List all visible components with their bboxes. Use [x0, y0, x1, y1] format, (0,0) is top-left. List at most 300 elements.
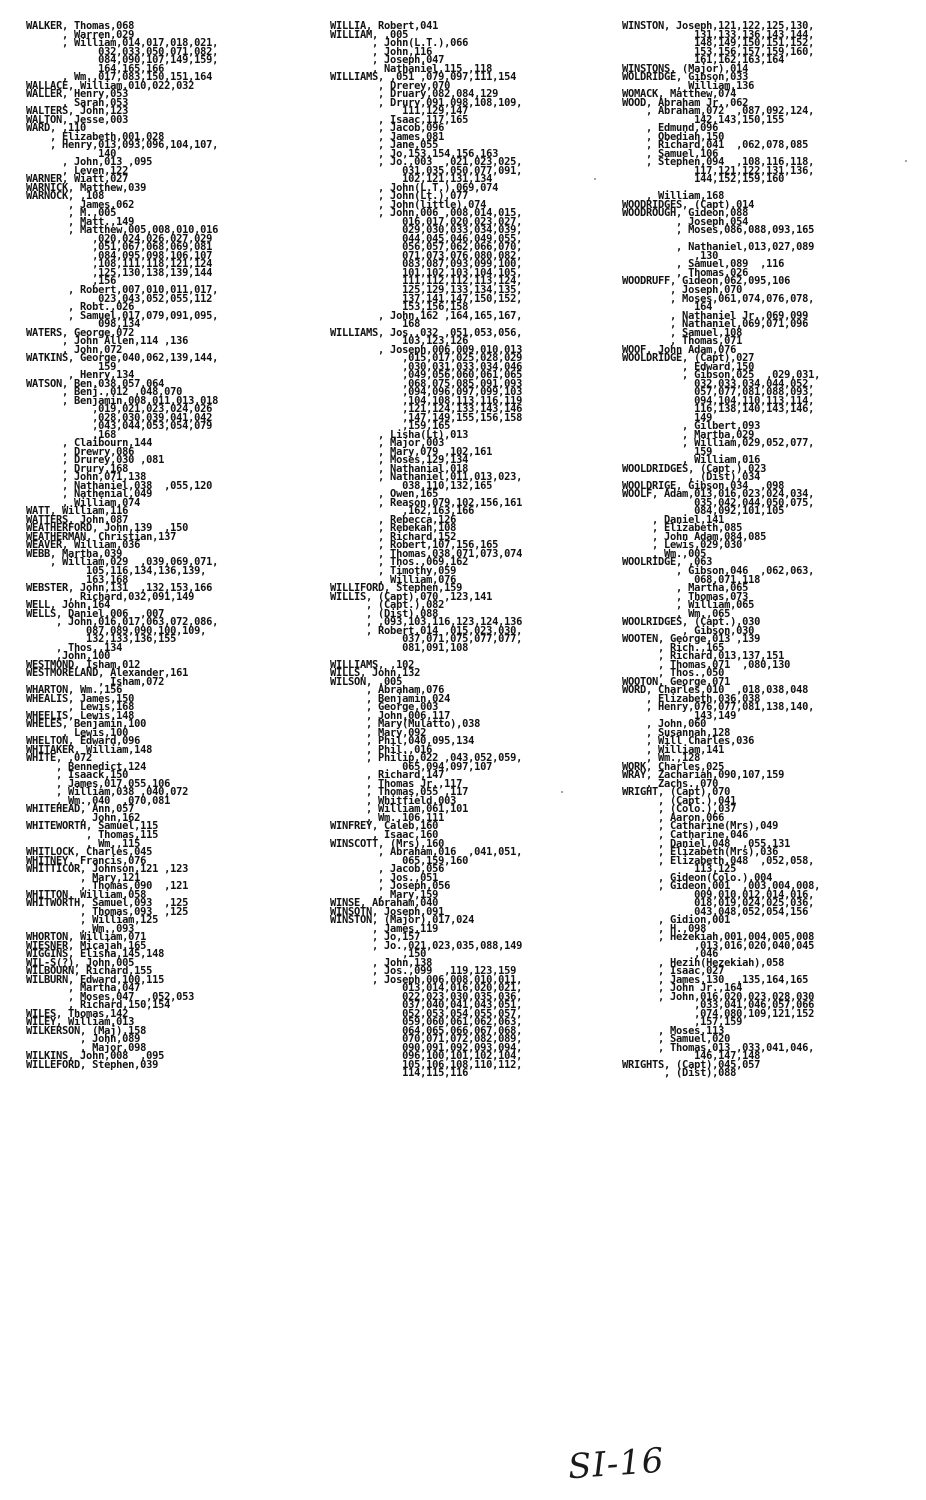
index-entry-line: ,150 [330, 948, 427, 961]
index-entry-line: WEATHERMAN, Christian,137 [26, 530, 177, 543]
index-entry-line: 142,143,150,155 [622, 113, 785, 126]
index-entry-line: WARNOCK, ,108 [26, 190, 105, 203]
index-entry-line: , Mary,121 [26, 871, 141, 884]
index-entry-line: , Rich.,165 [622, 641, 725, 654]
index-entry-line: WHITTON, William,058 [26, 888, 147, 901]
index-entry-line: WHITAKER, William,148 [26, 743, 153, 756]
index-entry-line: , Joseph,056 [330, 880, 451, 893]
index-entry-line: WILLIFORD, Stephen,159 [330, 582, 463, 595]
index-entry-line: , Philip,022 ,043,052,059, [330, 752, 523, 765]
index-entry-line: ,156 [26, 275, 117, 288]
index-entry-line: , Wm.,115 [26, 837, 141, 850]
index-entry-line: , Joseph,006,008,010,011, [330, 973, 523, 986]
index-entry-line: , Hezekiah,001,004,005,008 [622, 931, 815, 944]
index-entry-line: WINSTON, Joseph,121,122,125,130, [622, 20, 815, 32]
index-entry-line: , John,138 [330, 956, 433, 969]
index-entry-line: 037,071,075,077,077, [330, 633, 523, 646]
index-entry-line: , Lewis,029,030 [622, 539, 743, 552]
index-entry-line: , John,013 ,095 [26, 156, 153, 169]
index-entry-line: 132,133,136,155 [26, 633, 177, 646]
index-entry-line: ,147,149,155,156,158 [330, 411, 523, 424]
index-entry-line: , Thomas,073 [622, 590, 749, 603]
index-entry-line: WHARTON, Wm.,156 [26, 684, 123, 697]
index-entry-line: WOOLRIDGE, ,063 [622, 556, 713, 569]
index-entry-line: , Robt.,026 [26, 301, 135, 314]
index-entry-line: , Isham,072 [26, 675, 165, 688]
index-entry-line: ,125,130,138,139,144 [26, 266, 213, 279]
index-entry-line: , Bennedict,124 [26, 760, 147, 773]
index-entry-line: WORD, Charles,010 ,018,038,048 [622, 684, 809, 697]
index-entry-line: 117,121,122,131,136, [622, 164, 815, 177]
index-entry-line: WEAVER, William,036 [26, 539, 141, 552]
index-entry-line: 083,087,093,099,100, [330, 258, 523, 271]
index-entry-line: , Henry,013,093,096,104,107, [26, 139, 219, 152]
index-entry-line: , William,014,017,018,021, [26, 37, 219, 50]
index-entry-line: 153,156,157,159,160, [622, 45, 815, 58]
index-entry-line: , Isaac,160 [330, 828, 439, 841]
index-entry-line: , M.,005 [26, 207, 117, 220]
index-entry-line: , Edward,150 [622, 360, 755, 373]
index-entry-line: WOLDRIDGE, Gibson,033 [622, 71, 749, 84]
index-entry-line: 056,057,062,066,070, [330, 241, 523, 254]
index-entry-line: , Robert,107,156,165 [330, 539, 499, 552]
index-entry-line: 096,100,101,102,104, [330, 1050, 523, 1063]
index-entry-line: 035,042,044,050,075, [622, 496, 815, 509]
index-entry-line: , Timothy,059 [330, 565, 457, 577]
index-entry-line: 148,149,150,151,152, [622, 37, 815, 50]
index-entry-line: 131,133,136,143,144, [622, 28, 815, 41]
index-entry-line: ,084,095,098,106,107 [26, 249, 213, 262]
index-entry-line: 016,017,020,023,027, [330, 215, 523, 228]
index-entry-line: 084,090,107,149,159, [26, 54, 219, 67]
index-entry-line: WOOF, John Adam,076 [622, 343, 737, 356]
index-entry-line: , Nathaniel Jr.,069,099 [622, 309, 809, 322]
index-entry-line: 038,110,132,165 [330, 479, 493, 492]
index-entry-line: WOODRIDGES, (Capt),014 [622, 198, 755, 211]
index-entry-line: WILLEFORD, Stephen,039 [26, 1058, 159, 1071]
index-entry-line: , Reason,079,102,156,161 [330, 496, 523, 509]
index-entry-line: , Jacob,056 [330, 863, 445, 876]
index-entry-line: 164,165,166 [26, 62, 165, 75]
index-entry-line: , Thomas,071 [622, 335, 743, 348]
index-entry-line: , John,089 [26, 1033, 141, 1046]
index-entry-line: , Jos.,051 [330, 871, 439, 884]
index-entry-line: 032,033,034,044,052, [622, 377, 815, 390]
index-entry-line: , Mary,079 ,102,161 [330, 445, 493, 458]
index-entry-line: ,159,165 [330, 420, 451, 433]
scan-speck [594, 178, 596, 180]
index-entry-line: , William,125 [26, 914, 159, 927]
index-entry-line: , Samuel,089 ,116 [622, 258, 785, 271]
index-entry-line: 103,123,126 [330, 335, 469, 348]
index-entry-line: , Hezih(Hezekiah),058 [622, 956, 785, 969]
index-entry-line: WHITEHEAD, Ann,057 [26, 803, 135, 816]
index-entry-line: , Mary(Mulatto),038 [330, 718, 481, 731]
index-entry-line: ,074,080,109,121,152 [622, 1007, 815, 1020]
index-entry-line: WINSCOTT, (Mrs),160 [330, 837, 445, 850]
index-entry-line: 140 [26, 147, 117, 160]
index-entry-line: , Thomas,071 ,080,130 [622, 658, 791, 671]
index-entry-line: , (Colo.),037 [622, 803, 737, 816]
index-entry-line: , Wm.,106,111 [330, 811, 445, 824]
index-entry-line: , Richard,150,154 [26, 999, 171, 1012]
index-entry-line: WORK, Charles,025 [622, 760, 725, 773]
index-entry-line: , James,017,055,106 [26, 777, 171, 790]
index-entry-line: , Nathenial,049 [26, 488, 153, 501]
index-entry-line: , Wm.,065 [622, 607, 731, 620]
index-entry-line: , Thomas,090 ,121 [26, 880, 189, 893]
index-entry-line: , Major,003 [330, 437, 445, 450]
index-entry-line: , Joseph,070 [622, 283, 743, 296]
index-entry-line: ,019,021,023,024,026 [26, 403, 213, 416]
index-entry-line: , Robert,007,010,011,017, [26, 283, 219, 296]
index-entry-line: 159 [622, 445, 713, 458]
index-entry-line: 164 [622, 301, 713, 314]
index-entry-line: WALTERS, John,123 [26, 105, 129, 118]
index-entry-line: 032,033,050,071,082, [26, 45, 219, 58]
index-entry-line: , Rebekah,108 [330, 522, 457, 535]
index-column-2 [330, 22, 630, 1078]
index-entry-line: , William,061,101 [330, 803, 469, 816]
index-entry-line: , Thos.,050 [622, 667, 725, 680]
index-entry-line: ,John,100 [26, 650, 111, 663]
index-entry-line: ,030,031,033,034,046 [330, 360, 523, 373]
index-entry-line: , Mary,159 [330, 888, 439, 901]
index-entry-line: , Nathaniel,011,013,023, [330, 471, 523, 484]
index-entry-line: , William,029 ,039,069,071, [26, 556, 219, 569]
index-entry-line: , John(L.T.),069,074 [330, 181, 499, 194]
index-entry-line: WILLIAMS, ,102 [330, 658, 415, 671]
index-entry-line: 037,040,041,043,051, [330, 999, 523, 1012]
index-entry-line: , (Dist),034 [622, 471, 761, 484]
index-entry-line: WINSTONS, (Major),014 [622, 62, 749, 75]
index-entry-line: WILLIAMS, Jos.,032 ,051,053,056, [330, 326, 523, 339]
index-entry-line: WRIGHT, (Capt),070 [622, 786, 731, 799]
index-entry-line: WALLACE, William,010,022,032 [26, 79, 195, 92]
index-entry-line: WRIGHTS, (Capt),045,057 [622, 1058, 761, 1071]
index-entry-line: , John Jr.,164 [622, 982, 743, 995]
index-entry-line: WILES, Thomas,142 [26, 1007, 129, 1020]
index-entry-line: , Elizabeth(Mrs),036 [622, 846, 779, 859]
index-entry-line: , Gideon(Colo.),004 [622, 871, 773, 884]
index-entry-line: WINFREY, Caleb,160 [330, 820, 439, 833]
index-entry-line: WOOLDRIDGES, (Capt.),023 [622, 462, 767, 475]
index-entry-line: , (Capt.),041 [622, 794, 737, 807]
index-entry-line: , Jo,153,154,156,163 [330, 147, 499, 160]
index-entry-line: , Mary,092 [330, 726, 427, 739]
index-entry-line: , Richard,152 [330, 530, 457, 543]
index-entry-line: , Benjamin,024 [330, 692, 451, 705]
index-entry-line: , Druary,082,084,129 [330, 88, 499, 101]
index-entry-line: , Jo,157 [330, 931, 421, 944]
index-entry-line: 065,094,097,107 [330, 760, 493, 773]
index-entry-line: , William,141 [622, 743, 725, 756]
index-entry-line: , John,060 [622, 718, 707, 731]
index-entry-line: 113,125 [622, 863, 737, 876]
index-entry-line: ,013,016,020,040,045 [622, 939, 815, 952]
handwritten-page-number: SI-16 [566, 1440, 666, 1488]
index-entry-line: , Drewry,086 [26, 445, 135, 458]
index-entry-line: , Martha,029 [622, 428, 755, 441]
index-entry-line: WILLIAMS, ,051 ,079,097,111,154 [330, 71, 517, 84]
index-entry-line: WATSON, Ben,038,057,064 [26, 377, 165, 390]
index-entry-line: , Jo.,021,023,035,088,149 [330, 939, 523, 952]
index-entry-line: 105,106,108,110,112, [330, 1058, 523, 1071]
index-entry-line: , James,130 ,135,164,165 [622, 973, 809, 986]
index-entry-line: , Robert,014 ,015,023,030, [330, 624, 523, 637]
index-entry-line: , John Adam,084,085 [622, 530, 767, 543]
index-entry-line: , Elizabeth,085 [622, 522, 743, 535]
index-entry-line: , Thomas,115 [26, 828, 159, 841]
index-entry-line: 013,014,016,020,021, [330, 982, 523, 995]
index-entry-line: , Richard,032,091,149 [26, 590, 195, 603]
index-entry-line: , Moses,061,074,076,078, [622, 292, 815, 305]
index-entry-line: 023,043,052,055,112 [26, 292, 213, 305]
index-entry-line: WHITEWORTH, Samuel,115 [26, 820, 159, 833]
index-entry-line: , John,072 [26, 343, 123, 356]
index-entry-line: WILLS, John,132 [330, 667, 421, 680]
index-entry-line: ,020,024,026,027,029 [26, 232, 213, 245]
index-entry-line: WRAY, Zachariah,090,107,159 [622, 769, 785, 782]
index-entry-line: ,130 [622, 249, 719, 262]
index-entry-line: , H.,098 [622, 922, 707, 935]
index-entry-line: , William,168 [622, 190, 725, 203]
index-entry-line: , Gibson,030 [622, 624, 755, 637]
index-entry-line: , John,016,017,063,072,086, [26, 616, 219, 629]
index-entry-line: 153,156,158 [330, 301, 469, 314]
index-entry-line: 009,010,012,014,016, [622, 888, 815, 901]
index-entry-line: WHEELIS, Lewis,148 [26, 709, 135, 722]
index-entry-line: , William,016 [622, 454, 761, 467]
index-entry-line: WINSTON, (Major),017,024 [330, 914, 475, 927]
index-entry-line: , Jo.,003 ,021,023,025, [330, 156, 523, 169]
index-entry-line: , Nathaniel,069,071,096 [622, 318, 809, 331]
index-entry-line: WINSE, Abraham,040 [330, 897, 439, 910]
index-entry-line: WELLS, Daniel,006 ,007 [26, 607, 165, 620]
index-entry-line: WESTMORELAND, Alexander,161 [26, 667, 189, 680]
index-entry-line: , Thomas,013 ,033,041,046, [622, 1041, 815, 1054]
index-entry-line: , (Dist),088 [330, 607, 439, 620]
index-entry-line: , Zachs.,070 [622, 777, 719, 790]
index-entry-line: , John,162 [26, 811, 141, 824]
index-entry-line: , Richard,041 ,062,078,085 [622, 139, 809, 152]
index-entry-line: 087,089,090,100,109, [26, 624, 207, 637]
index-entry-line: 101,102,103,104,105, [330, 266, 523, 279]
index-entry-line: , Thomas,038,071,073,074 [330, 547, 523, 560]
index-entry-line: , Rebecca,126 [330, 513, 457, 526]
index-entry-line: , ,093,103,116,123,124,136 [330, 616, 523, 629]
index-entry-line: WINSOTN, Joseph,091 [330, 905, 445, 918]
scan-speck [561, 791, 563, 793]
index-entry-line: ,015,017,025,028,029 [330, 352, 523, 365]
index-entry-line: 031,035,050,077,091, [330, 164, 523, 177]
index-entry-line: 018,019,024,025,036, [622, 897, 815, 910]
index-entry-line: , Elizabeth,048 ,052,058, [622, 854, 815, 867]
index-entry-line: , Joseph,054 [622, 215, 749, 228]
index-entry-line: 143,149 [622, 709, 737, 722]
index-entry-line: 114,115,116 [330, 1067, 469, 1080]
index-entry-line: , Abraham,076 [330, 684, 445, 697]
index-entry-line: , Moses,113 [622, 1024, 725, 1037]
index-entry-line: , Gidion,001 [622, 914, 731, 927]
index-entry-line: , Joseph,047 [330, 54, 445, 67]
index-entry-line: 116,138,140,143,146, [622, 403, 815, 416]
index-entry-line: ,049,056,060,061,065 [330, 369, 523, 382]
index-entry-line: WELL, John,164 [26, 599, 111, 612]
index-entry-line: , James,062 [26, 198, 135, 211]
index-entry-line: , Samuel,020 [622, 1033, 731, 1046]
index-entry-line: , Lisha(Lt),013 [330, 428, 469, 441]
index-entry-line: , Moses,047 ,052,053 [26, 990, 195, 1003]
index-entry-line: , Martha,065 [622, 582, 749, 595]
index-entry-line: , Nathaniel,115 ,118 [330, 62, 493, 75]
index-entry-line: , Owen,165 [330, 488, 439, 501]
index-entry-line: 098,134 [26, 318, 141, 331]
index-entry-line: WOMACK, Matthew,074 [622, 88, 737, 101]
index-entry-line: , Moses,086,088,093,165 [622, 224, 815, 237]
index-entry-line: , John(little),074 [330, 198, 487, 211]
index-entry-line: WOOTON, George,071 [622, 675, 731, 688]
index-entry-line: , James,119 [330, 922, 439, 935]
index-entry-line: , Abraham,016 ,041,051, [330, 846, 523, 859]
index-entry-line: , William,136 [622, 79, 755, 92]
index-entry-line: 070,071,072,082,089, [330, 1033, 523, 1046]
index-entry-line: , Jane,055 [330, 139, 439, 152]
index-entry-line: WOODRUFF, Gideon,062,095,106 [622, 275, 791, 288]
index-entry-line: , Samuel,017,079,091,095, [26, 309, 219, 322]
index-entry-line: WARNER, Wiatt,027 [26, 173, 129, 186]
index-entry-line: , George,003 [330, 701, 439, 714]
index-entry-line: , Wm.,128 [622, 752, 701, 765]
index-entry-line: , Gibson,046 ,062,063, [622, 565, 815, 577]
index-entry-line: , (Capt.),082 [330, 599, 445, 612]
index-entry-line: , Isaack,150 [26, 769, 129, 782]
index-entry-line: 084,092,101,105 [622, 505, 785, 518]
index-entry-line: WARNICK, Matthew,039 [26, 181, 147, 194]
index-entry-line: ,162,163,166 [330, 505, 475, 518]
index-entry-line: ,028,030,039,041,042 [26, 411, 213, 424]
index-entry-line: , William,074 [26, 496, 141, 509]
index-entry-line: , Catharine(Mrs),049 [622, 820, 779, 833]
index-entry-line: ,121,124,133,143,146 [330, 403, 523, 416]
index-entry-line: 043,048,052,054,156 [622, 905, 809, 918]
index-entry-line: 149 [622, 411, 713, 424]
index-entry-line: ,108,111,118,121,124 [26, 258, 213, 271]
index-entry-line: , Drurey,030 ,081 [26, 454, 165, 467]
index-entry-line: 163,168 [26, 573, 129, 586]
index-entry-line: WOOLRIDGES, (Capt.),030 [622, 616, 761, 629]
index-entry-line: , Will Charles,036 [622, 735, 755, 748]
index-entry-line: , John,116 [330, 45, 433, 58]
index-entry-line: WOOD, Abraham Jr.,062 [622, 96, 749, 109]
index-entry-line: , Susannah,128 [622, 726, 731, 739]
index-entry-line: WOODROUGH, Gideon,088 [622, 207, 749, 220]
index-entry-line: WATT, William,116 [26, 505, 129, 518]
index-column-3 [622, 22, 922, 1078]
index-entry-line: WILKERSON, (Maj),158 [26, 1024, 147, 1037]
index-entry-line: WATERS, George,072 [26, 326, 135, 339]
index-entry-line: , Sarah,053 [26, 96, 129, 109]
index-entry-line: , Wm.,017,083,150,151,164 [26, 71, 213, 84]
index-entry-line: , Thos.,134 [26, 641, 123, 654]
index-entry-line: , Lewis,168 [26, 701, 135, 714]
index-entry-line: , Elizabeth,001,028 [26, 130, 165, 143]
index-entry-line: 052,053,054,055,057, [330, 1007, 523, 1020]
index-entry-line: WATKINS, George,040,062,139,144, [26, 352, 219, 365]
index-entry-line: , Thomas Jr.,117 [330, 777, 463, 790]
index-entry-line: , Thomas,093 ,125 [26, 905, 189, 918]
index-entry-line: 111,112,112,113,124, [330, 275, 523, 288]
index-entry-line: , John(Lt.),077 [330, 190, 469, 203]
index-entry-line: , Jos.,099 ,119,123,159 [330, 965, 517, 978]
index-entry-line: , Nathanial,018 [330, 462, 469, 475]
index-entry-line: WALKER, Thomas,068 [26, 20, 135, 32]
index-entry-line: WEBSTER, John,131 ,132,153,166 [26, 582, 213, 595]
index-entry-line: 068,071,118 [622, 573, 761, 586]
index-entry-line: , Thos.,069,162 [330, 556, 469, 569]
index-entry-line: , Elizabeth,036,038 [622, 692, 761, 705]
index-entry-line: , Drury,091,098,108,109, [330, 96, 523, 109]
index-entry-line: , Phil.,016 [330, 743, 433, 756]
index-entry-line: WALLER, Henry,053 [26, 88, 129, 101]
index-entry-line: 125,129,133,134,135, [330, 283, 523, 296]
index-entry-line: , John,162 ,164,165,167, [330, 309, 523, 322]
index-entry-line: WILEY, William,013 [26, 1016, 135, 1029]
index-entry-line: 090,091,092,093,094, [330, 1041, 523, 1054]
index-entry-line: ,068,075,085,091,093 [330, 377, 523, 390]
index-entry-line: , Wm.,005 [622, 547, 707, 560]
index-entry-line: WHORTON, William,071 [26, 931, 147, 944]
index-entry-line: WESTMOND, Isham,012 [26, 658, 141, 671]
index-entry-line: WARD, ,110 [26, 122, 87, 135]
index-entry-line: WEATHERFORD, John,139 ,150 [26, 522, 189, 535]
index-entry-line: , (Dist),088 [622, 1067, 737, 1080]
index-entry-line: , Abraham,072 ,087,092,124, [622, 105, 815, 118]
index-entry-line: WOOLDRIGE, Gibson,034 ,098 [622, 479, 785, 492]
index-entry-line: , Isaac,027 [622, 965, 725, 978]
index-entry-line: , Isaac,117,165 [330, 113, 469, 126]
index-entry-line: ,051,067,068,069,081 [26, 241, 213, 254]
index-entry-line: , Stephen,094 ,108,116,118, [622, 156, 815, 169]
index-entry-line: , John,016,020,023,028,030 [622, 990, 815, 1003]
index-entry-line: , Wm.,040 ,070,081 [26, 794, 171, 807]
index-entry-line: 161,162,163,164 [622, 54, 785, 67]
index-entry-line: , Drury,168 [26, 462, 129, 475]
index-entry-line: 137,141,147,150,152, [330, 292, 523, 305]
index-entry-line: WILLIA, Robert,041 [330, 20, 439, 32]
index-entry-line: 102,121,131,134 [330, 173, 493, 186]
index-entry-line: , Matt.,149 [26, 215, 135, 228]
index-column-1 [26, 22, 326, 1069]
index-entry-line: WIL-S(?), John,005 [26, 956, 135, 969]
index-entry-line: , Thomas,055 ,117 [330, 786, 469, 799]
index-entry-line: , William,065 [622, 599, 755, 612]
index-entry-line: WALTON, Jesse,003 [26, 113, 129, 126]
index-entry-line: 059,060,061,062,063, [330, 1016, 523, 1029]
index-entry-line: , Gideon,001 ,003,004,008, [622, 880, 821, 893]
index-entry-line: 065,159,160 [330, 854, 469, 867]
index-entry-line: , Wm.,093 [26, 922, 135, 935]
index-entry-line: WILKINS, John,008 ,095 [26, 1050, 165, 1063]
index-entry-line: WOOLDRIDGE, (Capt),027 [622, 352, 755, 365]
index-entry-line: , Warren,029 [26, 28, 135, 41]
index-entry-line: 044,045,046,049,055, [330, 232, 523, 245]
index-entry-line: ,033,041,046,057,066 [622, 999, 815, 1012]
index-entry-line: , Claibourn,144 [26, 437, 153, 450]
index-entry-line: , William,029,052,077, [622, 437, 815, 450]
index-entry-line: WILBURN, Edward,100,115 [26, 973, 165, 986]
index-entry-line: , Martha,047 [26, 982, 141, 995]
